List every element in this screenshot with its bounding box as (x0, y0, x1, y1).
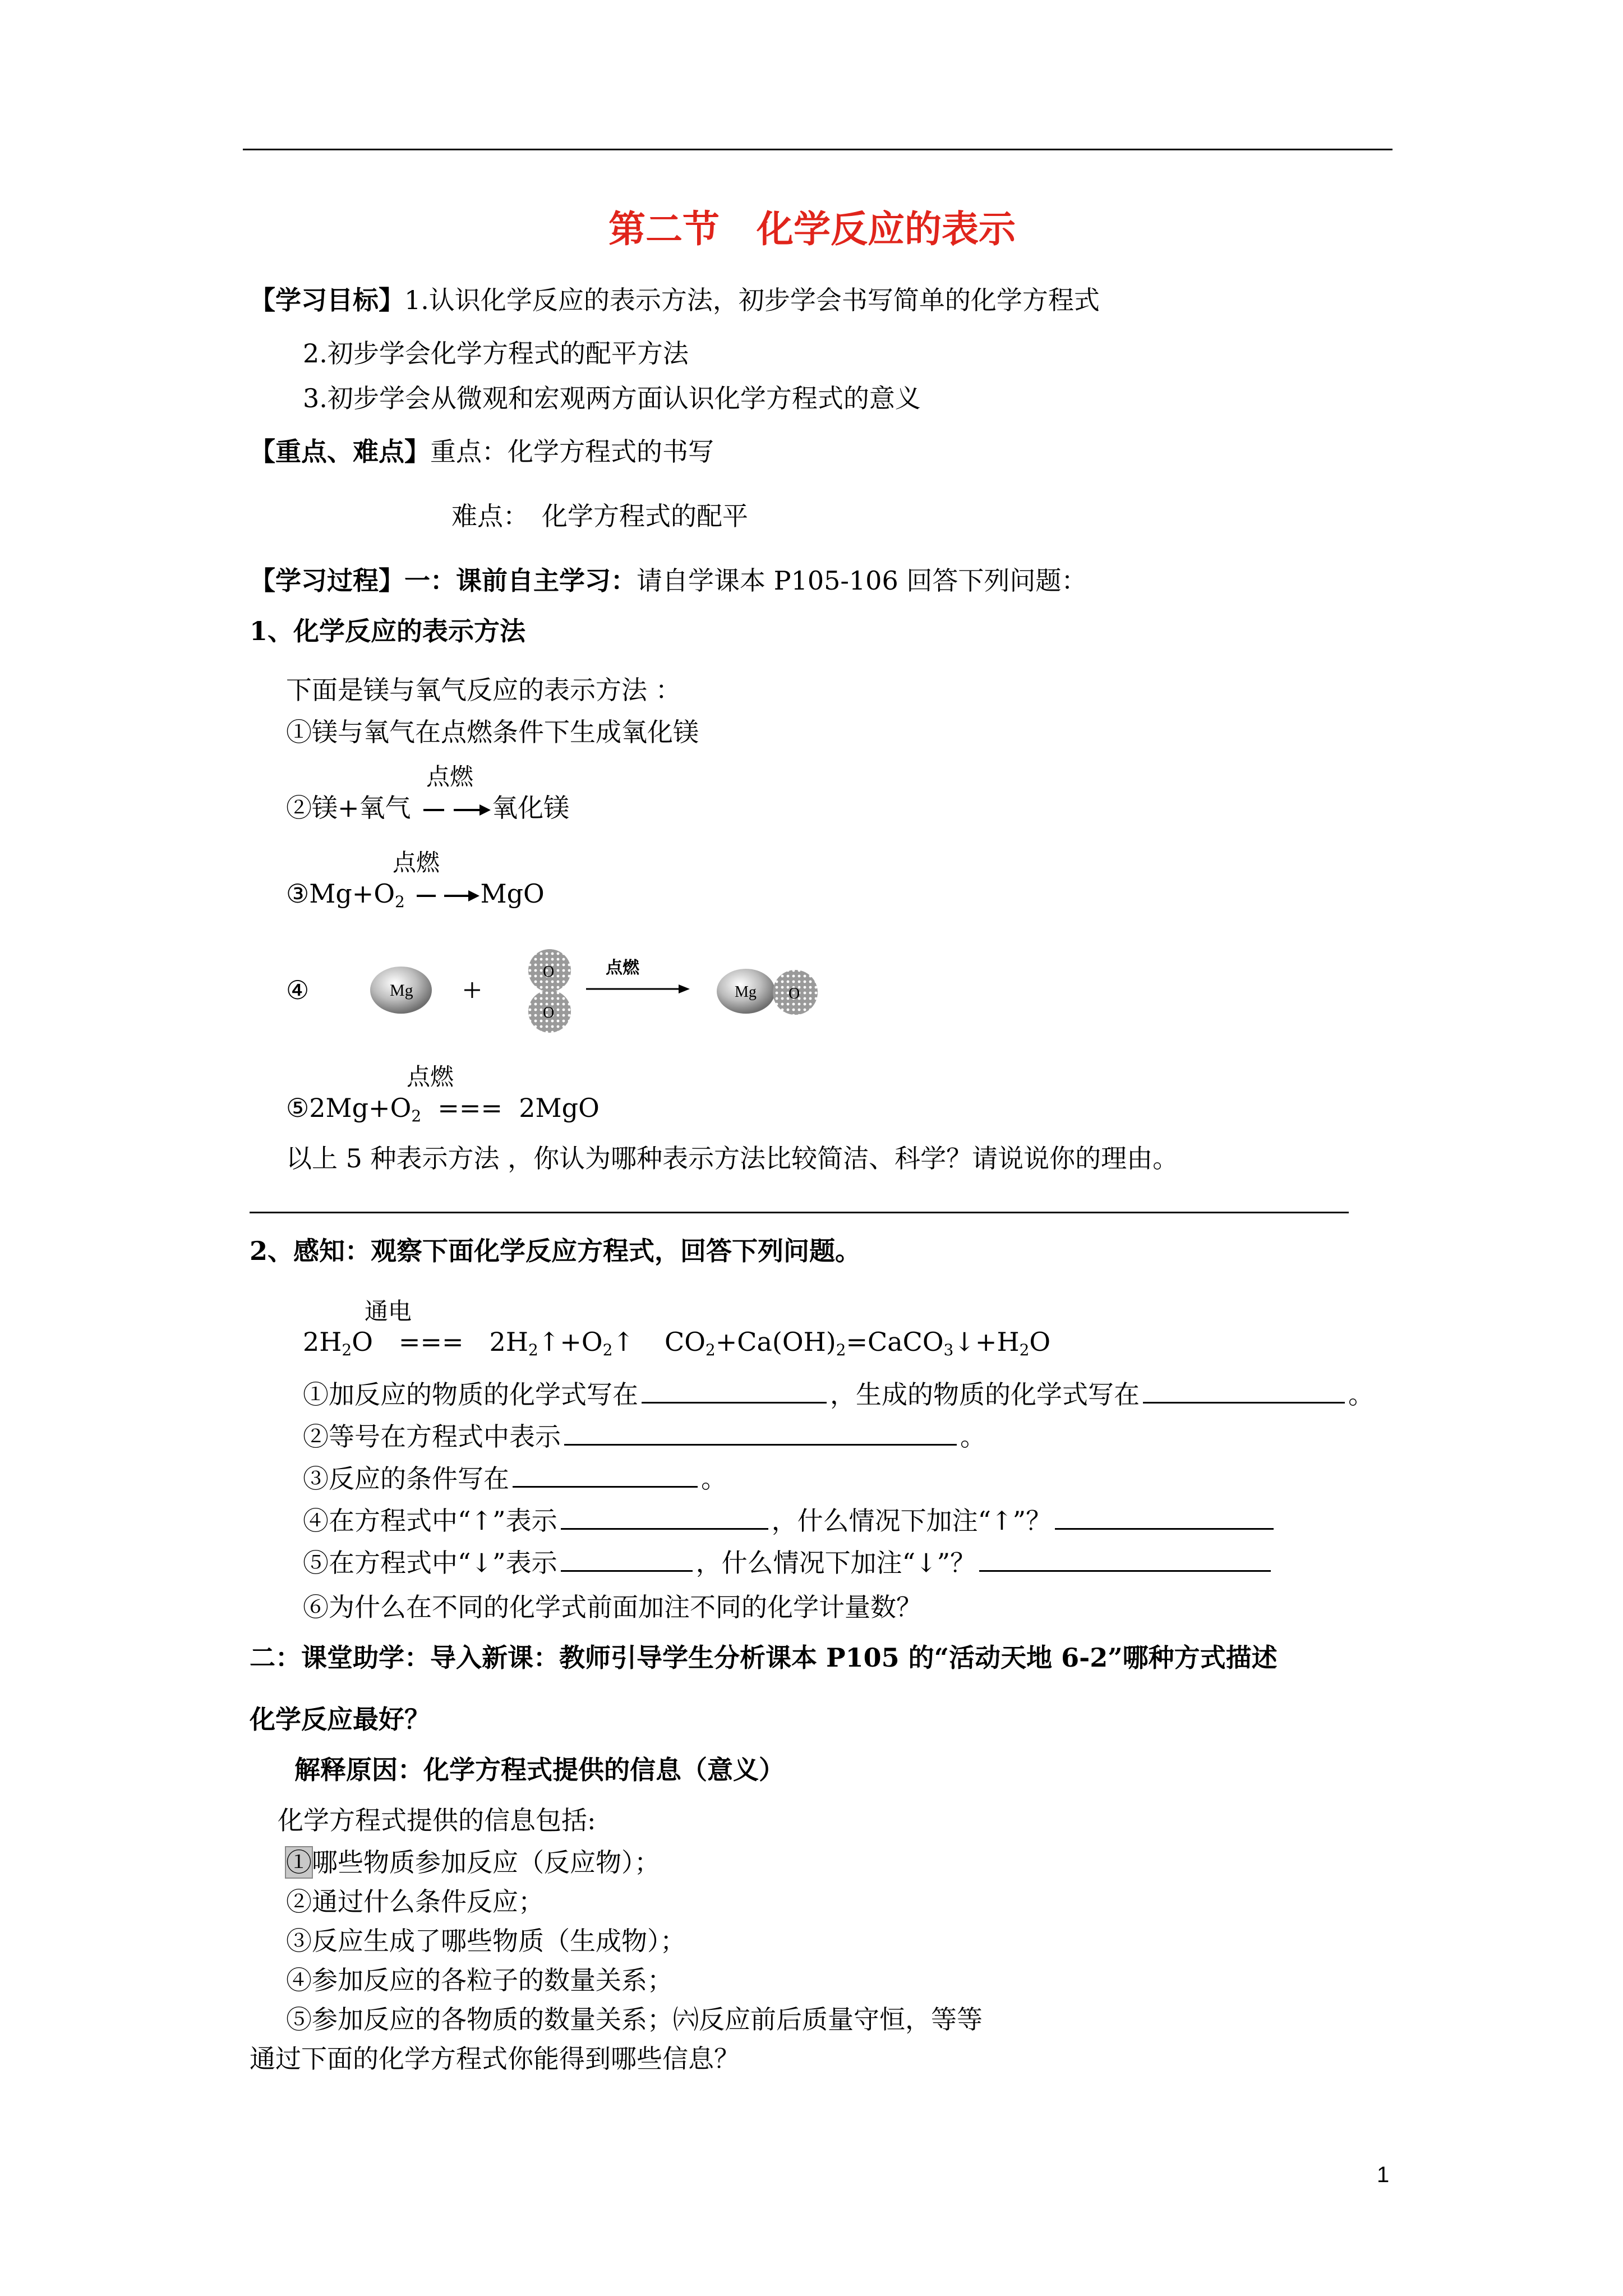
method2-right: 氧化镁 (492, 793, 570, 823)
info-5: ⑤参加反应的各物质的数量关系；㈥反应前后质量守恒，等等 (286, 2004, 983, 2035)
part1-heading: 一：课前自主学习： (404, 565, 637, 596)
method3-sub: 2 (395, 892, 405, 911)
eq2-part: CO (665, 1327, 706, 1357)
method5-sub: 2 (411, 1107, 422, 1125)
page-number: 1 (1377, 2162, 1390, 2187)
info1-number-highlight: ① (286, 1847, 312, 1878)
eq1-sub: 2 (528, 1341, 538, 1359)
objectives-label: 【学习目标】 (250, 285, 404, 315)
difficult-point: 难点： 化学方程式的配平 (451, 501, 748, 531)
o-atom-label: O (543, 1004, 555, 1022)
plus-sign: + (463, 972, 482, 1009)
method2-left: ②镁+氧气 (286, 793, 411, 823)
eq1-part: 2H (303, 1327, 342, 1357)
key-point: 重点：化学方程式的书写 (430, 436, 714, 467)
method-3 (286, 877, 545, 910)
reaction-condition-label: 点燃 (606, 958, 639, 978)
q3-text: ③反应的条件写在 (303, 1464, 509, 1494)
method4-label: ④ (286, 975, 310, 1005)
info-1 (286, 1846, 660, 1879)
question-4 (303, 1503, 1277, 1538)
eq1-sub: 2 (342, 1341, 352, 1359)
question-2 (303, 1419, 986, 1453)
method3-right: MgO (480, 878, 545, 909)
method5-condition: 点燃 (407, 1063, 454, 1091)
process-line (250, 564, 1087, 597)
section2-heading: 2、感知：观察下面化学反应方程式，回答下列问题。 (250, 1236, 861, 1266)
part2-line-2: 化学反应最好？ (250, 1704, 430, 1734)
mg-atom-label: Mg (390, 981, 413, 1000)
method5-eq: === (437, 1093, 503, 1123)
info1-text: 哪些物质参加反应（反应物）； (312, 1847, 660, 1878)
eq1-part: ↑+O (538, 1327, 603, 1357)
q1-text: 。 (1348, 1379, 1374, 1410)
part2-line-1: 二：课堂助学：导入新课：教师引导学生分析课本 P105 的“活动天地 6-2”哪种方式描述 (250, 1642, 1278, 1673)
method5-left: ⑤2Mg+O (286, 1093, 412, 1123)
page-title: 第二节 化学反应的表示 (608, 208, 1016, 251)
info-2: ②通过什么条件反应； (286, 1887, 544, 1917)
eq1-sub: 2 (602, 1341, 613, 1359)
q1-text: ，生成的物质的化学式写在 (830, 1379, 1140, 1410)
eq2-sub: 2 (836, 1341, 846, 1359)
q2-text: ②等号在方程式中表示 (303, 1421, 561, 1452)
part2-explain: 解释原因：化学方程式提供的信息（意义） (294, 1755, 785, 1785)
q4-text: ④在方程式中“↑”表示 (303, 1506, 557, 1536)
q1-answer-blank-1[interactable] (642, 1377, 827, 1404)
q5-answer-blank-2[interactable] (979, 1545, 1271, 1572)
q1-text: ①加反应的物质的化学式写在 (303, 1379, 638, 1410)
final-question: 通过下面的化学方程式你能得到哪些信息？ (250, 2044, 740, 2074)
info-intro: 化学方程式提供的信息包括: (278, 1805, 596, 1835)
eq1-part: ↑ (612, 1327, 634, 1357)
section1-heading: 1、化学反应的表示方法 (250, 616, 526, 646)
method5-right: 2MgO (519, 1093, 600, 1123)
q4-text: ，什么情况下加注“↑”？ (771, 1506, 1052, 1536)
method-5 (286, 1091, 600, 1125)
eq2-part: ↓+H (953, 1327, 1020, 1357)
q4-answer-blank-2[interactable] (1055, 1503, 1274, 1530)
eq2-sub: 2 (1019, 1341, 1030, 1359)
question-5 (303, 1545, 1274, 1580)
q1-answer-blank-2[interactable] (1143, 1377, 1345, 1404)
eq1-condition: 通电 (365, 1297, 412, 1325)
q5-text: ，什么情况下加注“↓”？ (695, 1548, 976, 1578)
method3-condition: 点燃 (393, 849, 440, 876)
molecule-reaction-diagram (359, 945, 841, 1041)
equation-1 (303, 1325, 634, 1359)
dashed-arrow-icon (413, 887, 481, 904)
header-rule (243, 149, 1393, 150)
objectives-line-1 (250, 283, 1100, 317)
method-2 (286, 791, 569, 825)
method2-condition: 点燃 (426, 763, 474, 790)
key-points-label: 【重点、难点】 (250, 436, 430, 467)
section1-question: 以上 5 种表示方法 ，你认为哪种表示方法比较简洁、科学？请说说你的理由。 (286, 1143, 1179, 1174)
eq2-part: O (1029, 1327, 1051, 1357)
o-atom-label: O (789, 985, 800, 1002)
reaction-arrow-head (679, 984, 690, 993)
method-1: ①镁与氧气在点燃条件下生成氧化镁 (286, 717, 699, 747)
method3-left: ③Mg+O (286, 878, 395, 909)
question-6: ⑥为什么在不同的化学式前面加注不同的化学计量数？ (303, 1592, 922, 1622)
part1-text: 请自学课本 P105-106 回答下列问题： (637, 565, 1087, 596)
objective-3: 3.初步学会从微观和宏观两方面认识化学方程式的意义 (303, 383, 921, 413)
info-4: ④参加反应的各粒子的数量关系； (286, 1965, 673, 1995)
q4-answer-blank-1[interactable] (561, 1503, 768, 1530)
eq2-sub: 3 (943, 1341, 954, 1359)
q5-answer-blank-1[interactable] (561, 1545, 693, 1572)
eq1-part: O === 2H (352, 1327, 528, 1357)
process-label: 【学习过程】 (250, 565, 404, 596)
q2-text: 。 (960, 1421, 986, 1452)
q2-answer-blank[interactable] (564, 1419, 957, 1446)
info-3: ③反应生成了哪些物质（生成物）； (286, 1926, 686, 1956)
objective-2: 2.初步学会化学方程式的配平方法 (303, 338, 689, 369)
equation-2 (665, 1325, 1050, 1359)
q3-answer-blank[interactable] (513, 1461, 698, 1488)
objective-1: 1.认识化学反应的表示方法，初步学会书写简单的化学方程式 (404, 285, 1100, 315)
section1-intro: 下面是镁与氧气反应的表示方法 ： (286, 675, 681, 705)
q5-text: ⑤在方程式中“↓”表示 (303, 1548, 557, 1578)
o-atom-label: O (543, 963, 555, 981)
key-points-line (250, 435, 714, 468)
dashed-arrow-icon (419, 802, 492, 818)
eq2-part: =CaCO (846, 1327, 944, 1357)
question-1 (303, 1377, 1374, 1411)
eq2-part: +Ca(OH) (715, 1327, 836, 1357)
q3-text: 。 (701, 1464, 727, 1494)
mg-atom-label: Mg (735, 983, 757, 1001)
answer-line (250, 1212, 1349, 1213)
question-3 (303, 1461, 727, 1496)
eq2-sub: 2 (705, 1341, 716, 1359)
